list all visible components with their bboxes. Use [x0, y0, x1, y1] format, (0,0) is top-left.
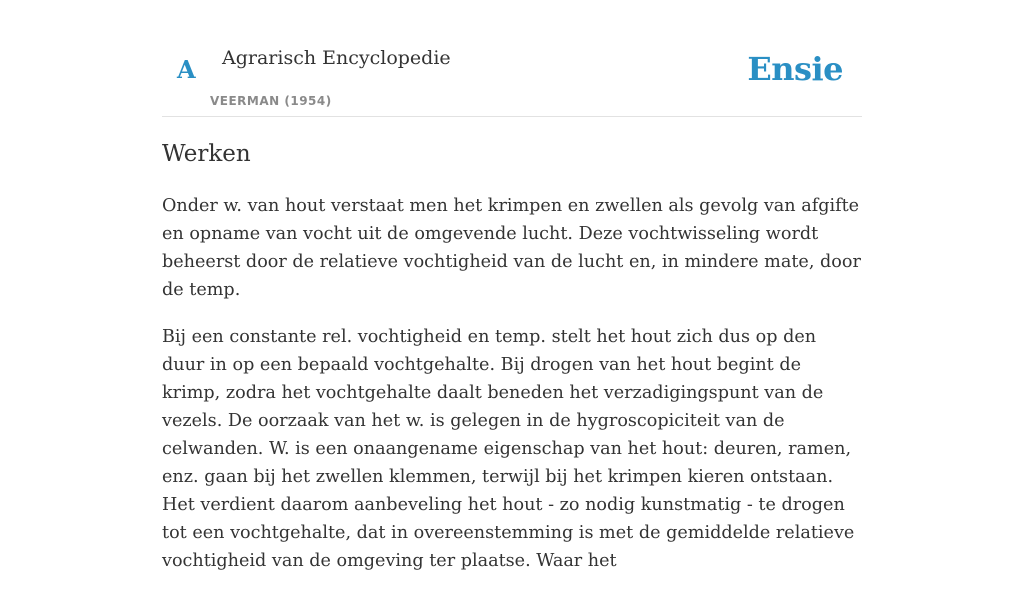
article — [162, 138, 862, 594]
page-header — [162, 0, 862, 117]
article-paragraph: Onder w. van hout verstaat men het krimpen en zwellen als gevolg van afgifte en opname van vocht uit de omgevende lucht. Deze vochtwisseling wordt beheerst door de relatieve vochtigheid van de lucht en, in mindere mate, door de temp. — [162, 196, 861, 300]
article-paragraph: Bij een constante rel. vochtigheid en temp. stelt het hout zich dus op den duur in op een bepaald vochtgehalte. Bij drogen van het hout begint de krimp, zodra het vochtgehalte daalt beneden het verzadigingspunt van de vezels. De oorzaak van het w. is gelegen in de hygroscopiciteit van de celwanden. W. is een onaangename eigenschap van het hout: deuren, ramen, enz. gaan bij het zwellen klemmen, terwijl bij het krimpen kieren ontstaan. Het verdient daarom aanbeveling het hout - zo nodig kunstmatig - te drogen tot een vochtgehalte, dat in overeenstemming is met de gemiddelde relatieve vochtigheid van de omgeving ter plaatse. Waar het — [162, 327, 855, 571]
letter-index-badge[interactable]: A — [177, 55, 196, 84]
source-title-link[interactable]: Agrarisch Encyclopedie — [222, 47, 451, 69]
source-author: VEERMAN (1954) — [210, 94, 332, 108]
article-title: Werken — [162, 141, 251, 167]
ensie-logo[interactable]: Ensie — [747, 50, 843, 88]
article-body — [162, 192, 862, 575]
